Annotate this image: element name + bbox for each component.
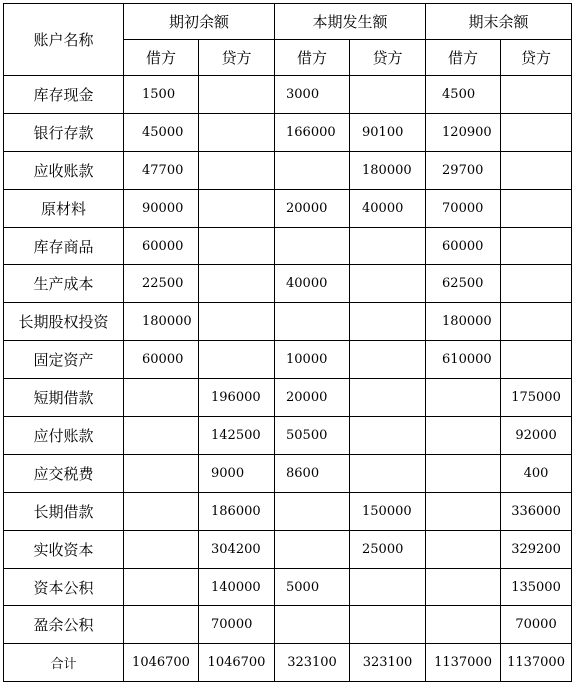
account-name-cell: 合计 xyxy=(4,644,124,682)
period-credit-cell xyxy=(350,606,426,644)
table-row xyxy=(4,454,572,492)
closing-debit-cell: 29700 xyxy=(426,151,501,189)
period-credit-cell xyxy=(350,303,426,341)
period-credit-cell xyxy=(350,568,426,606)
total-row xyxy=(4,644,572,682)
period-debit-cell: 40000 xyxy=(275,265,350,303)
opening-debit-cell xyxy=(124,568,199,606)
account-name-cell: 生产成本 xyxy=(4,265,124,303)
account-name-cell: 资本公积 xyxy=(4,568,124,606)
opening-credit-cell: 70000 xyxy=(199,606,275,644)
opening-debit-cell: 180000 xyxy=(124,303,199,341)
opening-credit-cell xyxy=(199,227,275,265)
opening-credit-cell xyxy=(199,113,275,151)
opening-debit-cell: 1500 xyxy=(124,76,199,114)
opening-debit-cell: 47700 xyxy=(124,151,199,189)
account-name-cell: 短期借款 xyxy=(4,379,124,417)
period-debit-cell: 10000 xyxy=(275,341,350,379)
closing-credit-cell: 70000 xyxy=(501,606,572,644)
closing-credit-cell: 175000 xyxy=(501,379,572,417)
period-credit-cell: 40000 xyxy=(350,189,426,227)
table-row xyxy=(4,189,572,227)
closing-debit-cell xyxy=(426,454,501,492)
closing-debit-cell xyxy=(426,606,501,644)
opening-debit-cell: 1046700 xyxy=(124,644,199,682)
account-name-cell: 库存商品 xyxy=(4,227,124,265)
account-name-cell: 长期股权投资 xyxy=(4,303,124,341)
table-row xyxy=(4,341,572,379)
closing-debit-cell: 60000 xyxy=(426,227,501,265)
period-debit-cell: 50500 xyxy=(275,417,350,455)
period-debit-cell: 20000 xyxy=(275,379,350,417)
header-closing-credit: 贷方 xyxy=(501,40,572,76)
table-row xyxy=(4,151,572,189)
account-name-cell: 实收资本 xyxy=(4,530,124,568)
opening-credit-cell: 186000 xyxy=(199,492,275,530)
opening-debit-cell: 22500 xyxy=(124,265,199,303)
account-name-cell: 库存现金 xyxy=(4,76,124,114)
opening-credit-cell: 1046700 xyxy=(199,644,275,682)
period-debit-cell xyxy=(275,151,350,189)
period-credit-cell: 323100 xyxy=(350,644,426,682)
period-debit-cell xyxy=(275,530,350,568)
closing-debit-cell xyxy=(426,417,501,455)
closing-credit-cell xyxy=(501,189,572,227)
closing-credit-cell xyxy=(501,113,572,151)
header-opening-credit: 贷方 xyxy=(199,40,275,76)
closing-credit-cell xyxy=(501,227,572,265)
account-name-cell: 应付账款 xyxy=(4,417,124,455)
closing-debit-cell: 1137000 xyxy=(426,644,501,682)
period-debit-cell: 3000 xyxy=(275,76,350,114)
period-credit-cell: 25000 xyxy=(350,530,426,568)
account-name-cell: 原材料 xyxy=(4,189,124,227)
closing-credit-cell: 135000 xyxy=(501,568,572,606)
opening-debit-cell xyxy=(124,492,199,530)
table-row xyxy=(4,227,572,265)
closing-debit-cell xyxy=(426,492,501,530)
period-credit-cell xyxy=(350,417,426,455)
header-period-debit: 借方 xyxy=(275,40,350,76)
account-name-cell: 应交税费 xyxy=(4,454,124,492)
opening-credit-cell: 142500 xyxy=(199,417,275,455)
period-debit-cell xyxy=(275,606,350,644)
closing-credit-cell xyxy=(501,151,572,189)
table-row xyxy=(4,417,572,455)
table-row xyxy=(4,568,572,606)
closing-debit-cell: 70000 xyxy=(426,189,501,227)
closing-debit-cell: 180000 xyxy=(426,303,501,341)
table-row xyxy=(4,379,572,417)
closing-debit-cell xyxy=(426,568,501,606)
header-closing-debit: 借方 xyxy=(426,40,501,76)
opening-debit-cell xyxy=(124,417,199,455)
header-period-credit: 贷方 xyxy=(350,40,426,76)
closing-credit-cell xyxy=(501,265,572,303)
table-row xyxy=(4,265,572,303)
opening-credit-cell xyxy=(199,341,275,379)
closing-credit-cell xyxy=(501,341,572,379)
account-name-cell: 银行存款 xyxy=(4,113,124,151)
closing-credit-cell xyxy=(501,303,572,341)
opening-credit-cell xyxy=(199,303,275,341)
opening-credit-cell xyxy=(199,151,275,189)
table-row xyxy=(4,303,572,341)
period-debit-cell: 5000 xyxy=(275,568,350,606)
opening-debit-cell xyxy=(124,530,199,568)
opening-debit-cell xyxy=(124,606,199,644)
period-credit-cell xyxy=(350,76,426,114)
period-debit-cell: 8600 xyxy=(275,454,350,492)
closing-debit-cell: 610000 xyxy=(426,341,501,379)
header-account-name: 账户名称 xyxy=(4,4,124,76)
table-row xyxy=(4,530,572,568)
period-debit-cell xyxy=(275,492,350,530)
closing-credit-cell: 92000 xyxy=(501,417,572,455)
opening-debit-cell: 45000 xyxy=(124,113,199,151)
closing-credit-cell: 1137000 xyxy=(501,644,572,682)
period-credit-cell: 90100 xyxy=(350,113,426,151)
opening-credit-cell: 9000 xyxy=(199,454,275,492)
account-name-cell: 固定资产 xyxy=(4,341,124,379)
opening-debit-cell xyxy=(124,379,199,417)
closing-debit-cell: 120900 xyxy=(426,113,501,151)
closing-debit-cell xyxy=(426,530,501,568)
period-debit-cell xyxy=(275,227,350,265)
period-credit-cell xyxy=(350,265,426,303)
closing-credit-cell: 329200 xyxy=(501,530,572,568)
table-row xyxy=(4,76,572,114)
period-credit-cell xyxy=(350,341,426,379)
closing-debit-cell: 62500 xyxy=(426,265,501,303)
opening-debit-cell xyxy=(124,454,199,492)
period-debit-cell xyxy=(275,303,350,341)
closing-debit-cell xyxy=(426,379,501,417)
opening-credit-cell: 140000 xyxy=(199,568,275,606)
account-name-cell: 盈余公积 xyxy=(4,606,124,644)
opening-debit-cell: 60000 xyxy=(124,341,199,379)
opening-debit-cell: 90000 xyxy=(124,189,199,227)
balance-table xyxy=(3,3,572,682)
period-credit-cell xyxy=(350,227,426,265)
header-period-amount: 本期发生额 xyxy=(275,4,426,40)
closing-credit-cell: 400 xyxy=(501,454,572,492)
table-row xyxy=(4,113,572,151)
opening-credit-cell: 304200 xyxy=(199,530,275,568)
table-row xyxy=(4,492,572,530)
period-credit-cell xyxy=(350,379,426,417)
table-body xyxy=(4,76,572,682)
period-debit-cell: 20000 xyxy=(275,189,350,227)
header-opening-debit: 借方 xyxy=(124,40,199,76)
closing-credit-cell: 336000 xyxy=(501,492,572,530)
opening-credit-cell xyxy=(199,265,275,303)
account-name-cell: 应收账款 xyxy=(4,151,124,189)
period-debit-cell: 323100 xyxy=(275,644,350,682)
opening-credit-cell xyxy=(199,76,275,114)
period-credit-cell: 180000 xyxy=(350,151,426,189)
closing-credit-cell xyxy=(501,76,572,114)
closing-debit-cell: 4500 xyxy=(426,76,501,114)
period-debit-cell: 166000 xyxy=(275,113,350,151)
opening-credit-cell xyxy=(199,189,275,227)
period-credit-cell xyxy=(350,454,426,492)
table-row xyxy=(4,606,572,644)
account-name-cell: 长期借款 xyxy=(4,492,124,530)
header-closing-balance: 期末余额 xyxy=(426,4,572,40)
period-credit-cell: 150000 xyxy=(350,492,426,530)
opening-debit-cell: 60000 xyxy=(124,227,199,265)
header-opening-balance: 期初余额 xyxy=(124,4,275,40)
opening-credit-cell: 196000 xyxy=(199,379,275,417)
